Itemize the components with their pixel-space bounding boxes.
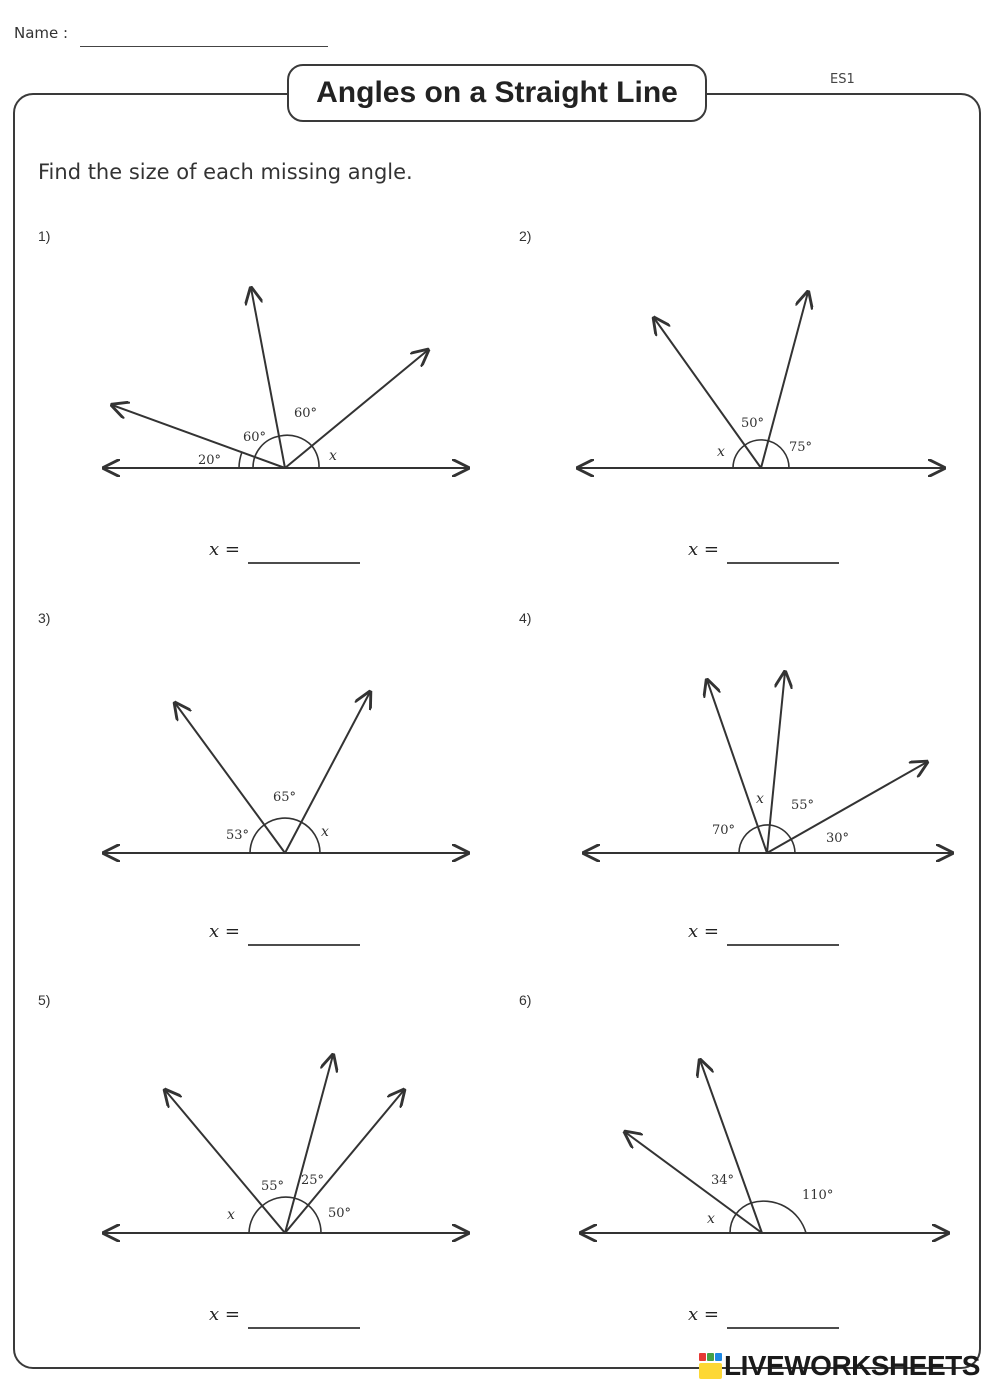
brand-name: LIVEWORKSHEETS <box>724 1350 980 1381</box>
angle-arc <box>280 435 312 446</box>
angle-arc <box>312 446 319 468</box>
angle-label: 55° <box>791 798 815 813</box>
brand-logo[interactable] <box>698 1350 980 1382</box>
problem-6 <box>519 992 948 1328</box>
answer-label: x = <box>209 921 240 942</box>
name-label: Name : <box>14 24 69 42</box>
ray <box>700 1060 762 1233</box>
angle-arc <box>770 825 791 839</box>
angle-label: 65° <box>273 790 297 805</box>
worksheet-code: ES1 <box>830 72 855 87</box>
angle-label: 20° <box>198 453 222 468</box>
angle-label: x <box>717 444 725 460</box>
angle-arc <box>264 818 301 825</box>
angle-label: 60° <box>243 430 267 445</box>
angle-arc <box>791 839 795 853</box>
problem-number: 3) <box>38 610 51 626</box>
angle-label: 70° <box>712 823 736 838</box>
angle-label: 30° <box>826 831 850 846</box>
angle-label: 25° <box>301 1173 325 1188</box>
angle-label: x <box>227 1207 235 1223</box>
angle-label: 50° <box>328 1206 352 1221</box>
angle-arc <box>249 1206 262 1233</box>
liveworksheets-logo-icon <box>698 1351 724 1381</box>
problem-number: 4) <box>519 610 532 626</box>
angle-label: x <box>321 824 329 840</box>
answer-label: x = <box>688 1304 719 1325</box>
problem-4 <box>519 610 952 945</box>
problem-2 <box>519 228 944 563</box>
angle-label: x <box>756 791 764 807</box>
angle-arc <box>733 445 745 468</box>
answer-label: x = <box>688 539 719 560</box>
problem-number: 1) <box>38 228 51 244</box>
angle-label: 60° <box>294 406 318 421</box>
angle-arc <box>736 1203 751 1214</box>
problem-5 <box>38 992 468 1328</box>
angle-arc <box>730 1214 736 1233</box>
problem-3 <box>38 610 468 945</box>
answer-label: x = <box>209 539 240 560</box>
angle-arc <box>262 1197 294 1206</box>
angle-label: x <box>329 448 337 464</box>
angle-label: 53° <box>226 828 250 843</box>
angle-arc <box>308 1205 321 1233</box>
angle-arc <box>757 825 770 827</box>
page-title: Angles on a Straight Line <box>287 64 707 122</box>
angle-arc <box>739 827 757 853</box>
problem-number: 5) <box>38 992 51 1008</box>
ray <box>625 1132 762 1233</box>
angle-label: 75° <box>789 440 813 455</box>
angle-arc <box>294 1198 308 1205</box>
ray <box>165 1090 285 1233</box>
problem-number: 6) <box>519 992 532 1008</box>
problem-number: 2) <box>519 228 532 244</box>
angle-arc <box>769 441 789 468</box>
angle-label: 34° <box>711 1173 735 1188</box>
angle-arc <box>745 440 769 445</box>
problem-1 <box>38 228 468 563</box>
angle-label: 50° <box>741 416 765 431</box>
instructions: Find the size of each missing angle. <box>38 160 413 184</box>
angle-arc <box>239 452 242 468</box>
angle-label: x <box>707 1211 715 1227</box>
angle-label: 55° <box>261 1179 285 1194</box>
angle-arc <box>301 822 320 853</box>
answer-label: x = <box>209 1304 240 1325</box>
angle-label: 110° <box>802 1188 834 1203</box>
answer-label: x = <box>688 921 719 942</box>
angle-arc <box>250 825 264 853</box>
